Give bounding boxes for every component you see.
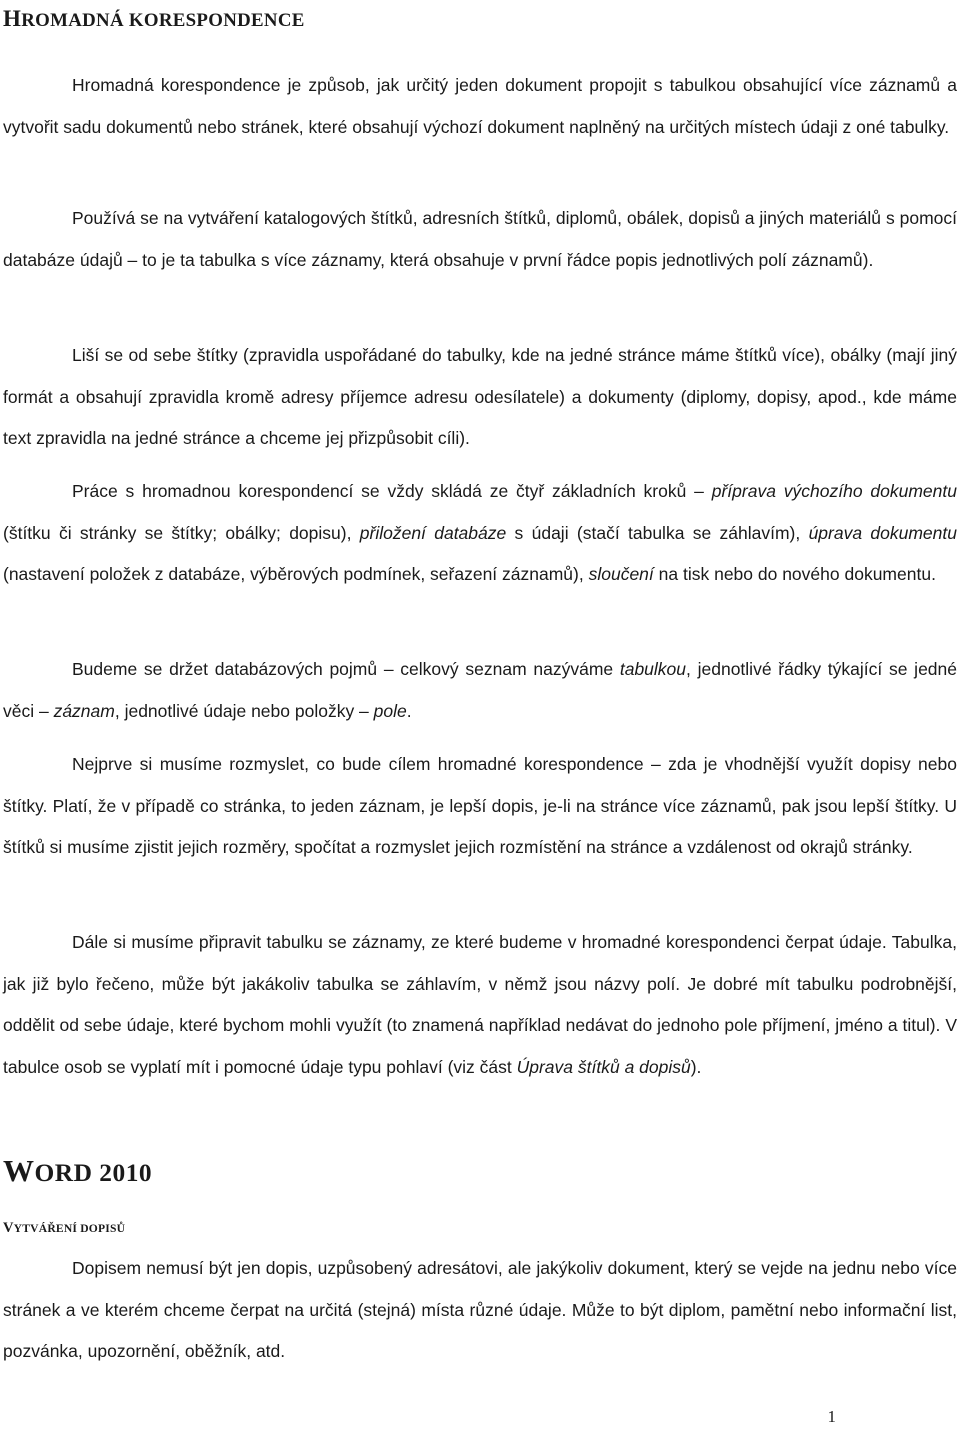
heading-hromadna-korespondence bbox=[3, 2, 305, 38]
text-run: , jednotlivé údaje nebo položky – bbox=[114, 700, 374, 721]
text-run: Práce s hromadnou korespondencí se vždy skládá ze čtyř základních kroků – bbox=[72, 481, 712, 501]
italic-term: záznam bbox=[53, 700, 115, 721]
italic-term: pole bbox=[373, 700, 407, 721]
text-run: (štítku či stránky se štítky; obálky; dopisu), bbox=[3, 522, 360, 543]
paragraph-table-prep bbox=[3, 922, 957, 1088]
heading-initial: V bbox=[3, 1220, 14, 1236]
heading-word-2010 bbox=[3, 1148, 152, 1196]
heading-rest: ORD 2010 bbox=[34, 1159, 153, 1187]
italic-term: sloučení bbox=[588, 564, 654, 584]
text-run: . bbox=[406, 700, 412, 721]
text-run: na tisk nebo do nového dokumentu. bbox=[653, 564, 936, 584]
italic-term: přiložení databáze bbox=[359, 522, 507, 543]
paragraph-usage: Používá se na vytváření katalogových štítků, adresních štítků, diplomů, obálek, dopisů a jiných materiálů s pomocí databáze údajů – to je ta tabulka s více záznamy, která obsahuje v první řádce popis jednotlivých polí záznamů). bbox=[3, 208, 957, 270]
text-run: Dále si musíme připravit tabulku se záznamy, ze které budeme v hromadné korespondenci čerpat údaje. Tabulka, jak již bylo řečeno, může být jakákoliv tabulka se záhlavím, v němž jsou názvy polí. Je dobré mít tabulku podrobnější, oddělit od sebe údaje, které bychom mohli využít (to znamená například nedávat do jednoho pole příjmení, jméno a titul). V tabulce osob se vyplatí mít i pomocné údaje typu pohlaví (viz část bbox=[3, 932, 957, 1077]
text-run: , jednotlivé řádky týkající se jedné věci – bbox=[3, 659, 957, 721]
heading-rest: YTVÁŘENÍ DOPISŮ bbox=[13, 1222, 126, 1235]
paragraph-letters: Dopisem nemusí být jen dopis, uzpůsobený adresátovi, ale jakýkoliv dokument, který se vejde na jednu nebo více stránek a ve kterém chceme čerpat na určitá (stejná) místa různé údaje. Může to být diplom, pamětní nebo informační list, pozvánka, upozornění, oběžník, atd. bbox=[3, 1258, 957, 1361]
heading-initial: H bbox=[3, 6, 22, 31]
paragraph-steps bbox=[3, 471, 957, 596]
text-run: Budeme se držet databázových pojmů – celkový seznam nazýváme bbox=[72, 659, 620, 679]
paragraph-terms bbox=[3, 649, 957, 732]
text-run: ). bbox=[690, 1056, 702, 1077]
text-run: (nastavení položek z databáze, výběrových podmínek, seřazení záznamů), bbox=[3, 564, 589, 584]
paragraph-planning: Nejprve si musíme rozmyslet, co bude cílem hromadné korespondence – zda je vhodnější využít dopisy nebo štítky. Platí, že v případě co stránka, to jeden záznam, je lepší dopis, je-li na stránce více záznamů, pak jsou lepší štítky. U štítků si musíme zjistit jejich rozměry, spočítat a rozmyslet jejich rozmístění na stránce a vzdálenost od okrajů stránky. bbox=[3, 754, 957, 857]
page-number: 1 bbox=[827, 1407, 836, 1426]
heading-vytvareni-dopisu bbox=[3, 1216, 125, 1241]
italic-term: příprava výchozího dokumentu bbox=[711, 481, 957, 501]
italic-term: Úprava štítků a dopisů bbox=[516, 1056, 691, 1077]
heading-initial: W bbox=[3, 1153, 35, 1188]
text-run: s údaji (stačí tabulka se záhlavím), bbox=[506, 522, 809, 543]
paragraph-differences: Liší se od sebe štítky (zpravidla uspořádané do tabulky, kde na jedné stránce máme štítků více), obálky (mají jiný formát a obsahují zpravidla kromě adresy příjemce adresu odesílatele) a dokumenty (diplomy, dopisy, apod., kde máme text zpravidla na jedné stránce a chceme jej přizpůsobit cíli). bbox=[3, 345, 957, 448]
heading-rest: ROMADNÁ KORESPONDENCE bbox=[21, 10, 305, 31]
italic-term: tabulkou bbox=[619, 659, 687, 679]
italic-term: úprava dokumentu bbox=[808, 522, 957, 543]
paragraph-intro: Hromadná korespondence je způsob, jak určitý jeden dokument propojit s tabulkou obsahující více záznamů a vytvořit sadu dokumentů nebo stránek, které obsahují výchozí dokument naplněný na určitých místech údaji z oné tabulky. bbox=[3, 75, 957, 137]
